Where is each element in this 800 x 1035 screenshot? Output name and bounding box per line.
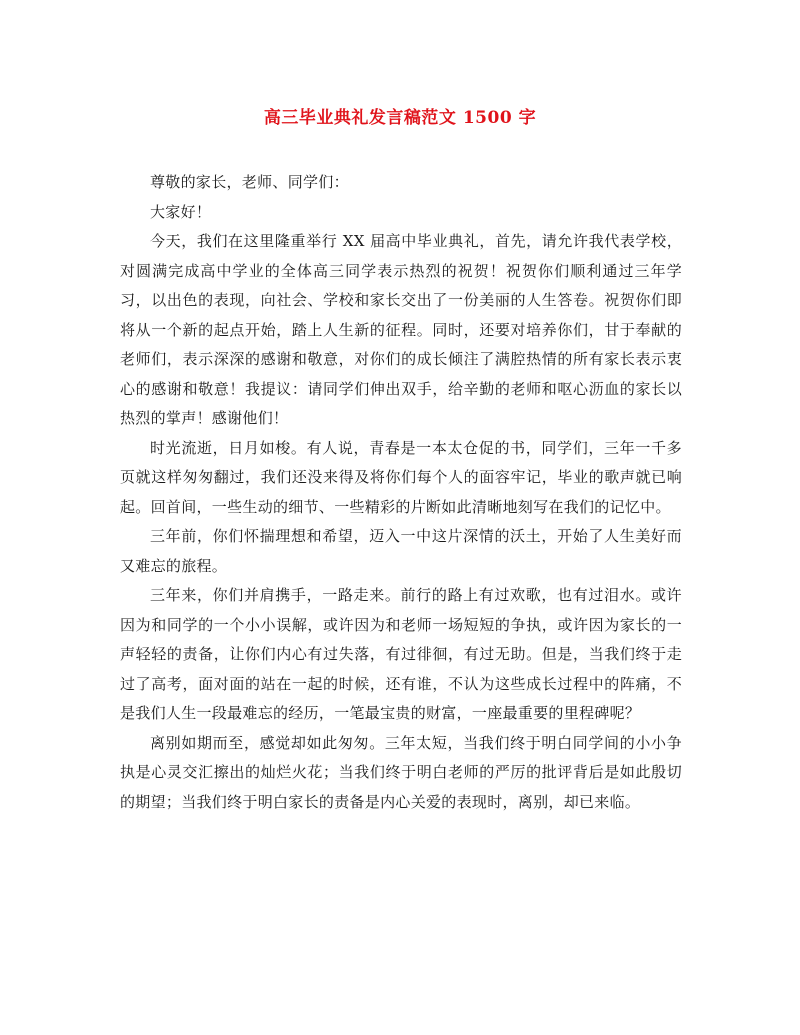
greeting-paragraph: 大家好！ <box>150 202 212 221</box>
body-paragraph-5: 离别如期而至，感觉却如此匆匆。三年太短，当我们终于明白同学间的小小争执是心灵交汇擦出的灿烂火花；当我们终于明白老师的严厉的批评背后是如此殷切的期望；当我们终于明白家长的责备是内心关爱的表现时，离别，却已来临。 <box>120 733 682 811</box>
document-title: 高三毕业典礼发言稿范文 1500 字 <box>263 108 537 128</box>
salutation-paragraph: 尊敬的家长，老师、同学们： <box>150 173 349 191</box>
body-paragraph-2: 时光流逝，日月如梭。有人说，青春是一本太仓促的书，同学们，三年一千多页就这样匆匆翻过，我们还没来得及将你们每个人的面容牢记，毕业的歌声就已响起。回首间，一些生动的细节、一些精彩的片断如此清晰地刻写在我们的记忆中。 <box>120 438 682 516</box>
body-paragraph-4: 三年来，你们并肩携手，一路走来。前行的路上有过欢歌，也有过泪水。或许因为和同学的一个小小误解，或许因为和老师一场短短的争执，或许因为家长的一声轻轻的责备，让你们内心有过失落，有过徘徊，有过无助。但是，当我们终于走过了高考，面对面的站在一起的时候，还有谁，不认为这些成长过程中的阵痛，不是我们人生一段最难忘的经历，一笔最宝贵的财富，一座最重要的里程碑呢？ <box>120 586 682 722</box>
body-paragraph-1: 今天，我们在这里隆重举行 XX 届高中毕业典礼，首先，请允许我代表学校，对圆满完成高中学业的全体高三同学表示热烈的祝贺！祝贺你们顺利通过三年学习，以出色的表现，向社会、学校和家长交出了一份美丽的人生答卷。祝贺你们即将从一个新的起点开始，踏上人生新的征程。同时，还要对培养你们，甘于奉献的老师们，表示深深的感谢和敬意，对你们的成长倾注了满腔热情的所有家长表示衷心的感谢和敬意！我提议：请同学们伸出双手，给辛勤的老师和呕心沥血的家长以热烈的掌声！感谢他们！ <box>120 232 682 427</box>
document-body <box>120 168 682 817</box>
body-paragraph-3: 三年前，你们怀揣理想和希望，迈入一中这片深情的沃土，开始了人生美好而又难忘的旅程。 <box>120 527 682 575</box>
